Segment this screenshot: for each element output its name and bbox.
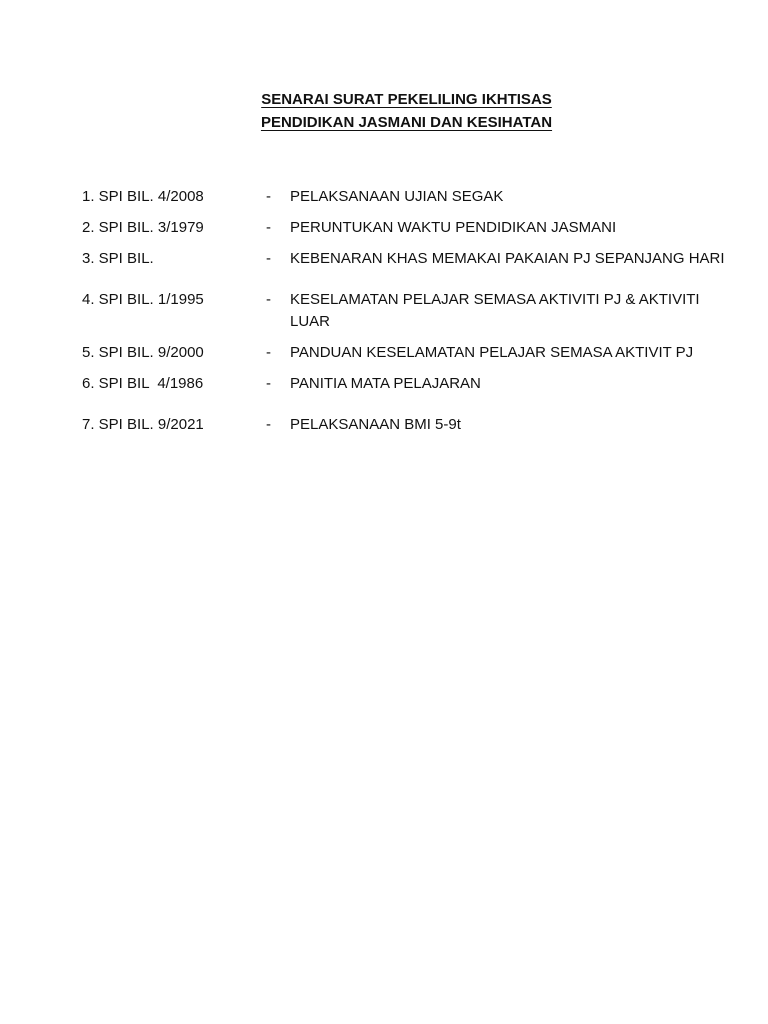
separator-dash: - <box>266 291 271 308</box>
separator-dash: - <box>266 219 271 236</box>
circular-reference: 4. SPI BIL. 1/1995 <box>82 291 204 308</box>
document-subtitle: PENDIDIKAN JASMANI DAN KESIHATAN <box>260 114 553 131</box>
circular-subject: PELAKSANAAN BMI 5-9t <box>290 416 461 433</box>
circular-subject: KESELAMATAN PELAJAR SEMASA AKTIVITI PJ & AKTIVITI LUAR <box>290 291 700 330</box>
circular-reference: 5. SPI BIL. 9/2000 <box>82 344 204 361</box>
circular-reference: 6. SPI BIL 4/1986 <box>82 375 204 392</box>
circular-subject: PELAKSANAAN UJIAN SEGAK <box>290 188 504 205</box>
circular-subject: PANITIA MATA PELAJARAN <box>290 375 481 392</box>
circular-subject: PANDUAN KESELAMATAN PELAJAR SEMASA AKTIVIT PJ <box>290 344 694 361</box>
circular-reference: 2. SPI BIL. 3/1979 <box>82 219 204 236</box>
circular-subject: PERUNTUKAN WAKTU PENDIDIKAN JASMANI <box>290 219 617 236</box>
separator-dash: - <box>266 344 271 361</box>
circular-reference: 1. SPI BIL. 4/2008 <box>82 188 204 205</box>
circular-reference: 3. SPI BIL. <box>82 250 154 267</box>
document-title: SENARAI SURAT PEKELILING IKHTISAS <box>261 91 552 108</box>
separator-dash: - <box>266 375 271 392</box>
circular-subject: KEBENARAN KHAS MEMAKAI PAKAIAN PJ SEPANJANG HARI <box>290 250 725 267</box>
separator-dash: - <box>266 250 271 267</box>
separator-dash: - <box>266 416 271 433</box>
circular-reference: 7. SPI BIL. 9/2021 <box>82 416 204 433</box>
separator-dash: - <box>266 188 271 205</box>
